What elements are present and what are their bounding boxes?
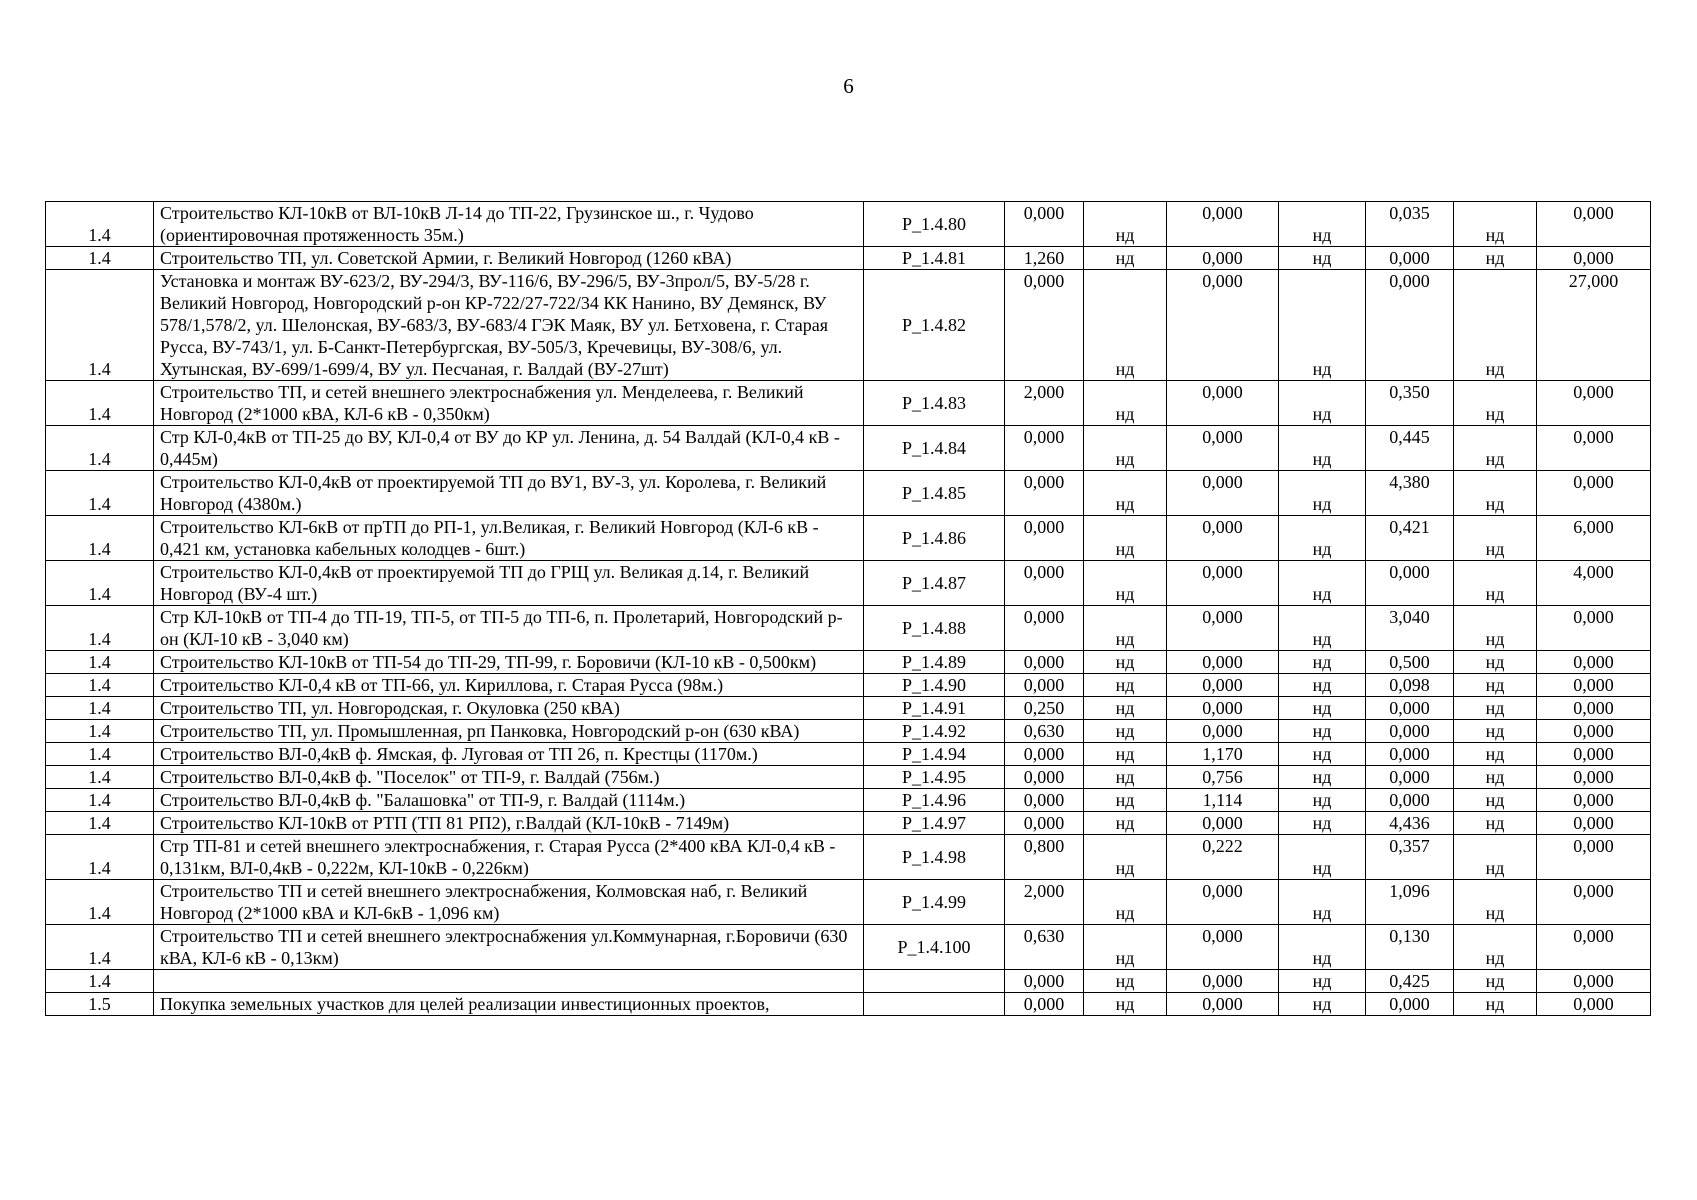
row-nd-2: нд xyxy=(1279,516,1366,561)
row-value-1: 0,000 xyxy=(1005,674,1084,697)
row-value-1: 0,000 xyxy=(1005,606,1084,651)
row-nd-3: нд xyxy=(1454,766,1537,789)
row-nd-2: нд xyxy=(1279,381,1366,426)
row-nd-1: нд xyxy=(1084,270,1167,381)
row-value-4: 0,000 xyxy=(1537,471,1651,516)
row-value-4: 0,000 xyxy=(1537,835,1651,880)
row-value-3: 0,000 xyxy=(1366,743,1454,766)
row-value-1: 0,800 xyxy=(1005,835,1084,880)
row-value-4: 0,000 xyxy=(1537,697,1651,720)
row-nd-2: нд xyxy=(1279,202,1366,247)
row-code: P_1.4.84 xyxy=(864,426,1005,471)
row-value-1: 0,000 xyxy=(1005,789,1084,812)
table-row xyxy=(46,743,1651,766)
row-number: 1.4 xyxy=(46,561,154,606)
row-number: 1.4 xyxy=(46,743,154,766)
row-value-4: 0,000 xyxy=(1537,789,1651,812)
row-value-3: 0,000 xyxy=(1366,766,1454,789)
row-value-4: 27,000 xyxy=(1537,270,1651,381)
table-row xyxy=(46,516,1651,561)
row-code: P_1.4.98 xyxy=(864,835,1005,880)
row-nd-2: нд xyxy=(1279,651,1366,674)
row-value-1: 0,000 xyxy=(1005,471,1084,516)
row-number: 1.4 xyxy=(46,812,154,835)
row-nd-3: нд xyxy=(1454,720,1537,743)
row-nd-2: нд xyxy=(1279,720,1366,743)
row-value-4: 4,000 xyxy=(1537,561,1651,606)
row-nd-3: нд xyxy=(1454,651,1537,674)
row-number: 1.4 xyxy=(46,426,154,471)
row-nd-2: нд xyxy=(1279,426,1366,471)
row-value-1: 0,630 xyxy=(1005,720,1084,743)
row-name: Стр ТП-81 и сетей внешнего электроснабжения, г. Старая Русса (2*400 кВА КЛ-0,4 кВ - 0,131км, ВЛ-0,4кВ - 0,222м, КЛ-10кВ - 0,226км) xyxy=(154,835,864,880)
row-nd-1: нд xyxy=(1084,674,1167,697)
row-nd-3: нд xyxy=(1454,697,1537,720)
row-nd-2: нд xyxy=(1279,993,1366,1016)
row-name: Установка и монтаж ВУ-623/2, ВУ-294/3, ВУ-116/6, ВУ-296/5, ВУ-3прол/5, ВУ-5/28 г. Великий Новгород, Новгородский р-он КР-722/27-722/34 КК Нанино, ВУ Демянск, ВУ 578/1,578/2, ул. Шелонская, ВУ-683/3, ВУ-683/4 ГЭК Маяк, ВУ ул. Бетховена, г. Старая Русса, ВУ-743/1, ул. Б-Санкт-Петербургская, ВУ-505/3, Кречевицы, ВУ-308/6, ул. Хутынская, ВУ-699/1-699/4, ВУ ул. Песчаная, г. Валдай (ВУ-27шт) xyxy=(154,270,864,381)
table-row xyxy=(46,674,1651,697)
row-nd-1: нд xyxy=(1084,651,1167,674)
row-nd-3: нд xyxy=(1454,381,1537,426)
row-value-1: 0,000 xyxy=(1005,561,1084,606)
row-value-1: 0,000 xyxy=(1005,516,1084,561)
row-value-2: 0,000 xyxy=(1167,925,1279,970)
row-value-3: 0,000 xyxy=(1366,993,1454,1016)
table-row xyxy=(46,426,1651,471)
row-value-1: 0,250 xyxy=(1005,697,1084,720)
row-number: 1.4 xyxy=(46,606,154,651)
row-nd-3: нд xyxy=(1454,247,1537,270)
table-row xyxy=(46,202,1651,247)
row-number: 1.4 xyxy=(46,880,154,925)
row-number: 1.4 xyxy=(46,674,154,697)
row-value-1: 0,000 xyxy=(1005,743,1084,766)
table-row xyxy=(46,993,1651,1016)
row-value-1: 0,000 xyxy=(1005,970,1084,993)
row-code: P_1.4.91 xyxy=(864,697,1005,720)
table-row xyxy=(46,880,1651,925)
row-code xyxy=(864,970,1005,993)
row-nd-2: нд xyxy=(1279,766,1366,789)
row-value-4: 0,000 xyxy=(1537,925,1651,970)
row-number: 1.4 xyxy=(46,720,154,743)
row-nd-1: нд xyxy=(1084,697,1167,720)
row-nd-1: нд xyxy=(1084,925,1167,970)
row-code: P_1.4.88 xyxy=(864,606,1005,651)
row-value-3: 0,500 xyxy=(1366,651,1454,674)
row-code: P_1.4.83 xyxy=(864,381,1005,426)
table-row xyxy=(46,766,1651,789)
row-nd-1: нд xyxy=(1084,426,1167,471)
row-value-3: 3,040 xyxy=(1366,606,1454,651)
row-value-1: 0,000 xyxy=(1005,651,1084,674)
row-name: Строительство КЛ-6кВ от прТП до РП-1, ул.Великая, г. Великий Новгород (КЛ-6 кВ - 0,421 км, установка кабельных колодцев - 6шт.) xyxy=(154,516,864,561)
row-code: P_1.4.94 xyxy=(864,743,1005,766)
row-value-3: 0,000 xyxy=(1366,247,1454,270)
row-nd-1: нд xyxy=(1084,743,1167,766)
row-value-4: 0,000 xyxy=(1537,880,1651,925)
row-code: P_1.4.89 xyxy=(864,651,1005,674)
row-value-2: 0,000 xyxy=(1167,720,1279,743)
row-value-1: 0,000 xyxy=(1005,270,1084,381)
row-value-1: 0,000 xyxy=(1005,766,1084,789)
table-row xyxy=(46,561,1651,606)
row-name: Строительство КЛ-10кВ от ВЛ-10кВ Л-14 до ТП-22, Грузинское ш., г. Чудово (ориентировочная протяженность 35м.) xyxy=(154,202,864,247)
row-value-2: 0,000 xyxy=(1167,674,1279,697)
table-row xyxy=(46,970,1651,993)
row-value-1: 1,260 xyxy=(1005,247,1084,270)
row-nd-2: нд xyxy=(1279,925,1366,970)
row-name: Строительство ТП, ул. Советской Армии, г. Великий Новгород (1260 кВА) xyxy=(154,247,864,270)
table-row xyxy=(46,471,1651,516)
row-value-4: 0,000 xyxy=(1537,720,1651,743)
table-row xyxy=(46,835,1651,880)
row-value-4: 0,000 xyxy=(1537,674,1651,697)
row-code: P_1.4.86 xyxy=(864,516,1005,561)
row-number: 1.4 xyxy=(46,697,154,720)
row-nd-1: нд xyxy=(1084,247,1167,270)
row-code: P_1.4.81 xyxy=(864,247,1005,270)
row-number: 1.4 xyxy=(46,835,154,880)
row-value-3: 0,357 xyxy=(1366,835,1454,880)
row-value-3: 1,096 xyxy=(1366,880,1454,925)
row-name: Строительство КЛ-0,4кВ от проектируемой ТП до ВУ1, ВУ-3, ул. Королева, г. Великий Новгород (4380м.) xyxy=(154,471,864,516)
row-nd-1: нд xyxy=(1084,720,1167,743)
table-row xyxy=(46,247,1651,270)
row-value-3: 4,436 xyxy=(1366,812,1454,835)
row-value-4: 0,000 xyxy=(1537,426,1651,471)
row-nd-1: нд xyxy=(1084,993,1167,1016)
row-value-4: 0,000 xyxy=(1537,743,1651,766)
row-name: Строительство ВЛ-0,4кВ ф. "Балашовка" от ТП-9, г. Валдай (1114м.) xyxy=(154,789,864,812)
row-nd-3: нд xyxy=(1454,426,1537,471)
row-value-2: 0,000 xyxy=(1167,561,1279,606)
row-name xyxy=(154,970,864,993)
row-value-1: 0,000 xyxy=(1005,202,1084,247)
row-nd-1: нд xyxy=(1084,835,1167,880)
row-nd-1: нд xyxy=(1084,970,1167,993)
row-code: P_1.4.100 xyxy=(864,925,1005,970)
row-code: P_1.4.85 xyxy=(864,471,1005,516)
row-value-1: 0,000 xyxy=(1005,426,1084,471)
row-code: P_1.4.92 xyxy=(864,720,1005,743)
row-value-2: 0,000 xyxy=(1167,812,1279,835)
row-name: Строительство ТП и сетей внешнего электроснабжения ул.Коммунарная, г.Боровичи (630 кВА, КЛ-6 кВ - 0,13км) xyxy=(154,925,864,970)
row-nd-3: нд xyxy=(1454,471,1537,516)
row-code: P_1.4.95 xyxy=(864,766,1005,789)
table-row xyxy=(46,925,1651,970)
row-value-2: 0,000 xyxy=(1167,516,1279,561)
row-nd-2: нд xyxy=(1279,970,1366,993)
row-nd-1: нд xyxy=(1084,471,1167,516)
row-nd-3: нд xyxy=(1454,993,1537,1016)
row-value-3: 0,000 xyxy=(1366,720,1454,743)
row-nd-1: нд xyxy=(1084,812,1167,835)
table-row xyxy=(46,381,1651,426)
row-value-1: 0,630 xyxy=(1005,925,1084,970)
row-value-1: 2,000 xyxy=(1005,880,1084,925)
row-value-4: 0,000 xyxy=(1537,202,1651,247)
row-name: Строительство КЛ-0,4 кВ от ТП-66, ул. Кириллова, г. Старая Русса (98м.) xyxy=(154,674,864,697)
table-row xyxy=(46,720,1651,743)
row-name: Строительство КЛ-0,4кВ от проектируемой ТП до ГРЩ ул. Великая д.14, г. Великий Новгород (ВУ-4 шт.) xyxy=(154,561,864,606)
row-value-3: 0,000 xyxy=(1366,697,1454,720)
row-nd-2: нд xyxy=(1279,812,1366,835)
row-nd-2: нд xyxy=(1279,743,1366,766)
row-number: 1.4 xyxy=(46,970,154,993)
row-value-2: 0,000 xyxy=(1167,471,1279,516)
row-nd-3: нд xyxy=(1454,835,1537,880)
row-number: 1.4 xyxy=(46,381,154,426)
row-value-4: 0,000 xyxy=(1537,381,1651,426)
row-value-2: 0,000 xyxy=(1167,970,1279,993)
row-value-4: 0,000 xyxy=(1537,970,1651,993)
row-nd-3: нд xyxy=(1454,516,1537,561)
row-value-4: 0,000 xyxy=(1537,993,1651,1016)
row-nd-3: нд xyxy=(1454,743,1537,766)
row-value-2: 0,000 xyxy=(1167,697,1279,720)
row-number: 1.4 xyxy=(46,247,154,270)
table-row xyxy=(46,651,1651,674)
row-value-2: 0,222 xyxy=(1167,835,1279,880)
row-nd-3: нд xyxy=(1454,674,1537,697)
row-value-2: 1,170 xyxy=(1167,743,1279,766)
row-value-2: 0,756 xyxy=(1167,766,1279,789)
row-name: Строительство ТП и сетей внешнего электроснабжения, Колмовская наб, г. Великий Новгород (2*1000 кВА и КЛ-6кВ - 1,096 км) xyxy=(154,880,864,925)
row-value-2: 0,000 xyxy=(1167,606,1279,651)
row-nd-3: нд xyxy=(1454,812,1537,835)
row-value-2: 0,000 xyxy=(1167,247,1279,270)
row-name: Строительство ВЛ-0,4кВ ф. "Поселок" от ТП-9, г. Валдай (756м.) xyxy=(154,766,864,789)
row-code: P_1.4.90 xyxy=(864,674,1005,697)
row-code: P_1.4.97 xyxy=(864,812,1005,835)
row-code: P_1.4.87 xyxy=(864,561,1005,606)
row-nd-2: нд xyxy=(1279,835,1366,880)
row-nd-3: нд xyxy=(1454,561,1537,606)
row-value-2: 0,000 xyxy=(1167,202,1279,247)
row-name: Строительство ВЛ-0,4кВ ф. Ямская, ф. Луговая от ТП 26, п. Крестцы (1170м.) xyxy=(154,743,864,766)
row-nd-2: нд xyxy=(1279,674,1366,697)
row-value-2: 0,000 xyxy=(1167,651,1279,674)
row-nd-1: нд xyxy=(1084,880,1167,925)
row-number: 1.4 xyxy=(46,925,154,970)
row-value-2: 0,000 xyxy=(1167,270,1279,381)
row-value-3: 0,000 xyxy=(1366,561,1454,606)
row-code: P_1.4.99 xyxy=(864,880,1005,925)
row-nd-3: нд xyxy=(1454,789,1537,812)
table-row xyxy=(46,606,1651,651)
row-nd-3: нд xyxy=(1454,925,1537,970)
row-nd-1: нд xyxy=(1084,766,1167,789)
row-name: Строительство КЛ-10кВ от РТП (ТП 81 РП2), г.Валдай (КЛ-10кВ - 7149м) xyxy=(154,812,864,835)
row-number: 1.4 xyxy=(46,789,154,812)
row-code xyxy=(864,993,1005,1016)
table-row xyxy=(46,270,1651,381)
row-number: 1.4 xyxy=(46,651,154,674)
row-nd-1: нд xyxy=(1084,202,1167,247)
row-nd-2: нд xyxy=(1279,789,1366,812)
row-name: Строительство КЛ-10кВ от ТП-54 до ТП-29, ТП-99, г. Боровичи (КЛ-10 кВ - 0,500км) xyxy=(154,651,864,674)
row-name: Строительство ТП, ул. Промышленная, рп Панковка, Новгородский р-он (630 кВА) xyxy=(154,720,864,743)
row-nd-1: нд xyxy=(1084,606,1167,651)
row-value-3: 0,035 xyxy=(1366,202,1454,247)
row-code: P_1.4.82 xyxy=(864,270,1005,381)
row-value-4: 0,000 xyxy=(1537,606,1651,651)
row-nd-2: нд xyxy=(1279,561,1366,606)
row-value-3: 4,380 xyxy=(1366,471,1454,516)
row-number: 1.4 xyxy=(46,270,154,381)
row-value-2: 1,114 xyxy=(1167,789,1279,812)
row-nd-2: нд xyxy=(1279,247,1366,270)
investment-table xyxy=(45,201,1651,1016)
row-number: 1.4 xyxy=(46,471,154,516)
row-value-3: 0,445 xyxy=(1366,426,1454,471)
row-nd-3: нд xyxy=(1454,880,1537,925)
row-nd-1: нд xyxy=(1084,516,1167,561)
row-value-1: 0,000 xyxy=(1005,812,1084,835)
row-name: Строительство ТП, и сетей внешнего электроснабжения ул. Менделеева, г. Великий Новгород (2*1000 кВА, КЛ-6 кВ - 0,350км) xyxy=(154,381,864,426)
row-nd-2: нд xyxy=(1279,697,1366,720)
row-nd-1: нд xyxy=(1084,561,1167,606)
row-code: P_1.4.96 xyxy=(864,789,1005,812)
page-number: 6 xyxy=(843,74,854,98)
row-name: Строительство ТП, ул. Новгородская, г. Окуловка (250 кВА) xyxy=(154,697,864,720)
row-value-4: 0,000 xyxy=(1537,812,1651,835)
row-nd-1: нд xyxy=(1084,789,1167,812)
row-nd-3: нд xyxy=(1454,270,1537,381)
row-number: 1.4 xyxy=(46,766,154,789)
row-value-2: 0,000 xyxy=(1167,426,1279,471)
row-nd-3: нд xyxy=(1454,202,1537,247)
row-value-2: 0,000 xyxy=(1167,381,1279,426)
row-value-3: 0,421 xyxy=(1366,516,1454,561)
row-code: P_1.4.80 xyxy=(864,202,1005,247)
row-number: 1.4 xyxy=(46,202,154,247)
row-nd-2: нд xyxy=(1279,606,1366,651)
row-name: Стр КЛ-0,4кВ от ТП-25 до ВУ, КЛ-0,4 от ВУ до КР ул. Ленина, д. 54 Валдай (КЛ-0,4 кВ - 0,445м) xyxy=(154,426,864,471)
table-row xyxy=(46,812,1651,835)
row-nd-1: нд xyxy=(1084,381,1167,426)
row-number: 1.4 xyxy=(46,516,154,561)
row-number: 1.5 xyxy=(46,993,154,1016)
row-value-2: 0,000 xyxy=(1167,880,1279,925)
row-value-4: 6,000 xyxy=(1537,516,1651,561)
row-value-3: 0,350 xyxy=(1366,381,1454,426)
row-value-1: 2,000 xyxy=(1005,381,1084,426)
row-value-4: 0,000 xyxy=(1537,247,1651,270)
row-value-4: 0,000 xyxy=(1537,766,1651,789)
row-nd-3: нд xyxy=(1454,606,1537,651)
row-nd-3: нд xyxy=(1454,970,1537,993)
row-name: Стр КЛ-10кВ от ТП-4 до ТП-19, ТП-5, от ТП-5 до ТП-6, п. Пролетарий, Новгородский р-он (КЛ-10 кВ - 3,040 км) xyxy=(154,606,864,651)
row-value-3: 0,000 xyxy=(1366,270,1454,381)
row-value-3: 0,130 xyxy=(1366,925,1454,970)
row-value-3: 0,098 xyxy=(1366,674,1454,697)
row-value-2: 0,000 xyxy=(1167,993,1279,1016)
row-value-1: 0,000 xyxy=(1005,993,1084,1016)
row-value-4: 0,000 xyxy=(1537,651,1651,674)
table-row xyxy=(46,697,1651,720)
row-value-3: 0,425 xyxy=(1366,970,1454,993)
row-name: Покупка земельных участков для целей реализации инвестиционных проектов, xyxy=(154,993,864,1016)
row-nd-2: нд xyxy=(1279,270,1366,381)
row-value-3: 0,000 xyxy=(1366,789,1454,812)
row-nd-2: нд xyxy=(1279,471,1366,516)
row-nd-2: нд xyxy=(1279,880,1366,925)
table-row xyxy=(46,789,1651,812)
